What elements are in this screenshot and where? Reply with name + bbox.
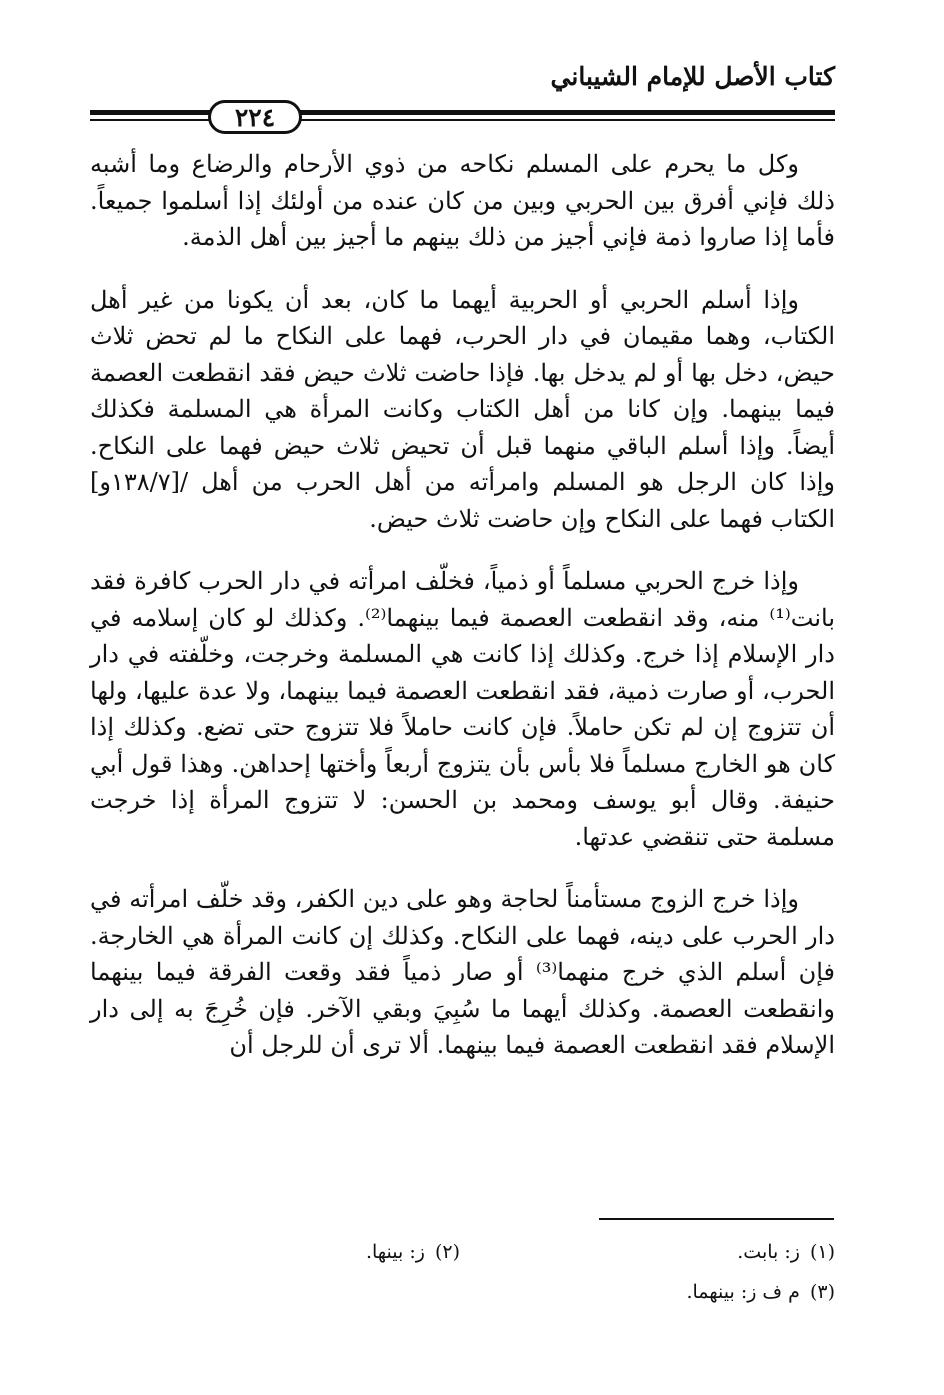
paragraph: وإذا خرج الزوج مستأمناً لحاجة وهو على دين الكفر، وقد خلّف امرأته في دار الحرب على دينه، فهما على النكاح. وكذلك إن كانت المرأة هي الخارجة. فإن أسلم الذي خرج منهما⁽³⁾ أو صار ذمياً فقد وقعت الفرقة فيما بينهما وانقطعت العصمة. وكذلك أيهما ما سُبِيَ وبقي الآخر. فإن خُرِجَ به إلى دار الإسلام فقد انقطعت العصمة فيما بينهما. ألا ترى أن للرجل أن [90,885,835,1059]
footnote-mark: (٣) [809,1281,835,1303]
paragraph: وإذا خرج الحربي مسلماً أو ذمياً، فخلّف امرأته في دار الحرب كافرة فقد بانت⁽¹⁾ منه، وقد انقطعت العصمة فيما بينهما⁽²⁾. وكذلك لو كان إسلامه في دار الإسلام إذا خرج. وكذلك إذا كانت هي المسلمة وخرجت، وخلّفته في دار الحرب، أو صارت ذمية، فقد انقطعت العصمة فيما بينهما، ولا عدة عليها، ولها أن تتزوج إن لم تكن حاملاً. فإن كانت حاملاً فلا تتزوج حتى تضع. وكذلك إذا كان هو الخارج مسلماً فلا بأس بأن يتزوج أربعاً وأختها إحداهن. وهذا قول أبي حنيفة. وقال أبو يوسف ومحمد بن الحسن: لا تتزوج المرأة إذا خرجت مسلمة حتى تنقضي عدتها. [90,567,835,851]
footnote-text: م ف ز: بينهما. [686,1281,800,1303]
footnote-mark: (١) [809,1241,835,1263]
footnote-item [366,1232,460,1272]
footnote-separator [599,1218,834,1220]
footnote-item [686,1272,835,1312]
book-title: كتاب الأصل للإمام الشيباني [550,62,835,91]
page-number: ٢٢٤ [234,102,276,132]
footnotes [90,1232,835,1312]
paragraph: وإذا أسلم الحربي أو الحربية أيهما ما كان، بعد أن يكونا من غير أهل الكتاب، وهما مقيمان في دار الحرب، فهما على النكاح ما لم تحض ثلاث حيض، دخل بها أو لم يدخل بها. فإذا حاضت ثلاث حيض فقد انقطعت العصمة فيما بينهما. وإن كانا من أهل الكتاب وكانت المرأة هي المسلمة فكذلك أيضاً. وإذا أسلم الباقي منهما قبل أن تحيض ثلاث حيض فهما على النكاح. وإذا كان الرجل هو المسلم وامرأته من أهل الحرب من أهل /[١٣٨/٧و] الكتاب فهما على النكاح وإن حاضت ثلاث حيض. [90,285,836,533]
footnote-row [90,1232,835,1272]
footnote-item [460,1232,835,1272]
paragraph: وكل ما يحرم على المسلم نكاحه من ذوي الأرحام والرضاع وما أشبه ذلك فإني أفرق بين الحربي وبين من كان عنده من أولئك إذا أسلموا جميعاً. فأما إذا صاروا ذمة فإني أجيز من ذلك بينهم ما أجيز بين أهل الذمة. [90,150,835,251]
page-header [90,62,835,132]
footnote-text: ز: بينها. [365,1241,425,1263]
footnote-text: ز: بابت. [737,1241,800,1263]
footnote-mark: (٢) [434,1241,460,1263]
header-rule-thick [90,110,835,115]
header-rule-thin [90,119,835,121]
page-number-badge [208,100,302,134]
footnote-row [90,1272,835,1312]
main-text [90,146,835,1090]
